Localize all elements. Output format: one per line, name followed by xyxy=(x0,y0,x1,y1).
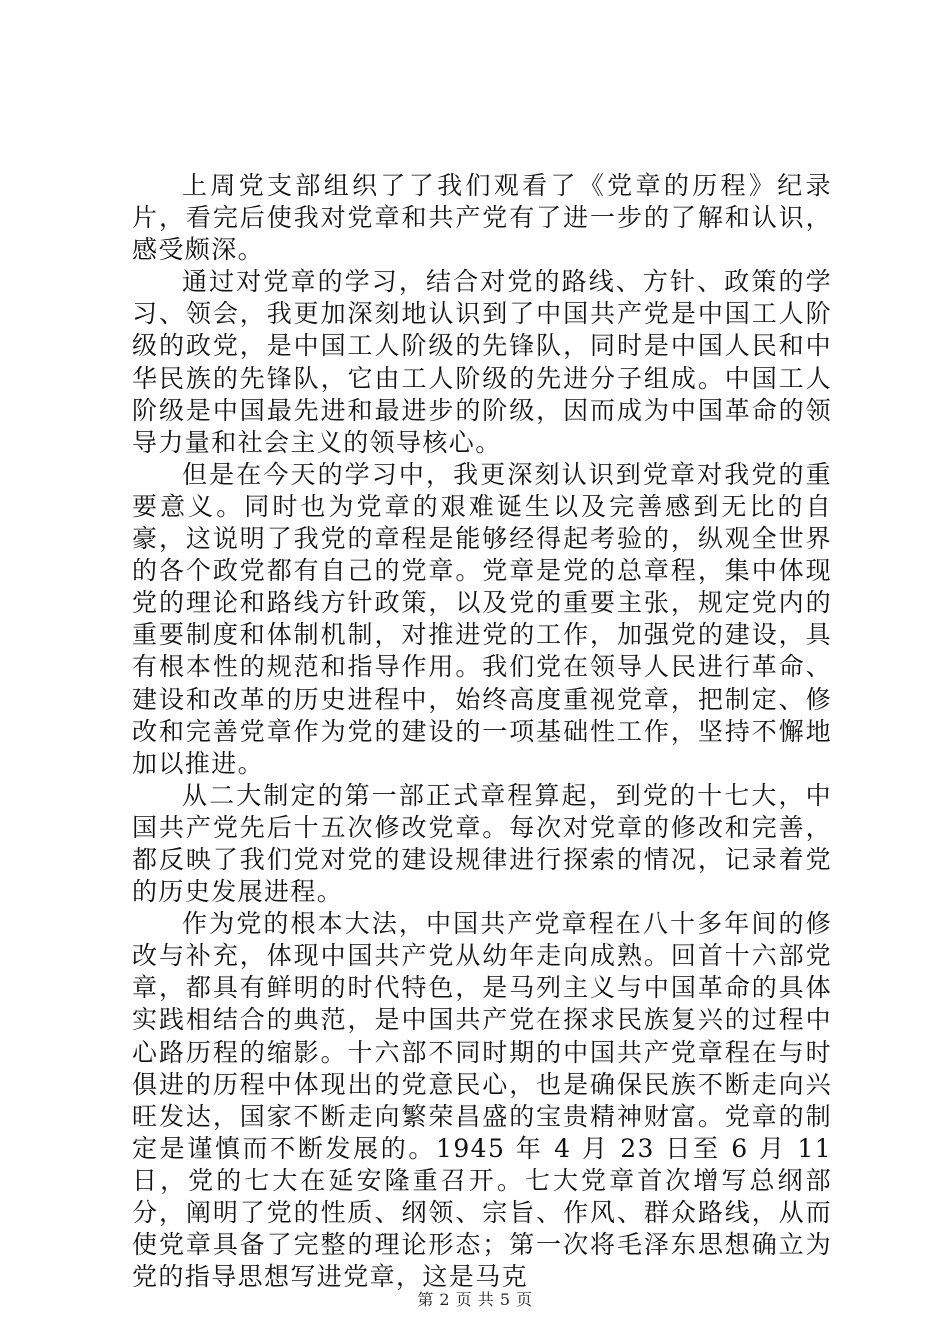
paragraph-3: 但是在今天的学习中，我更深刻认识到党章对我党的重要意义。同时也为党章的艰难诞生以及完善感到无比的自豪，这说明了我党的章程是能够经得起考验的，纵观全世界的各个政党都有自己的党章。党章是党的总章程，集中体现党的理论和路线方针政策，以及党的重要主张，规定党内的重要制度和体制机制，对推进党的工作，加强党的建设，具有根本性的规范和指导作用。我们党在领导人民进行革命、建设和改革的历史进程中，始终高度重视党章，把制定、修改和完善党章作为党的建设的一项基础性工作，坚持不懈地加以推进。 xyxy=(132,459,832,778)
paragraph-1: 上周党支部组织了了我们观看了《党章的历程》纪录片，看完后使我对党章和共产党有了进一步的了解和认识，感受颇深。 xyxy=(132,171,832,265)
paragraph-4: 从二大制定的第一部正式章程算起，到党的十七大，中国共产党先后十五次修改党章。每次对党章的修改和完善，都反映了我们党对党的建设规律进行探索的情况，记录着党的历史发展进程。 xyxy=(132,780,832,907)
paragraph-5: 作为党的根本大法，中国共产党章程在八十多年间的修改与补充，体现中国共产党从幼年走向成熟。回首十六部党章，都具有鲜明的时代特色，是马列主义与中国革命的具体实践相结合的典范，是中国共产党在探求民族复兴的过程中心路历程的缩影。十六部不同时期的中国共产党章程在与时俱进的历程中体现出的党意民心，也是确保民族不断走向兴旺发达，国家不断走向繁荣昌盛的宝贵精神财富。党章的制定是谨慎而不断发展的。1945 年 4 月 23 日至 6 月 11 日，党的七大在延安隆重召开。七大党章首次增写总纲部分，阐明了党的性质、纲领、宗旨、作风、群众路线，从而使党章具备了完整的理论形态；第一次将毛泽东思想确立为党的指导思想写进党章，这是马克 xyxy=(132,909,832,1292)
document-body xyxy=(132,170,832,1293)
page-footer xyxy=(0,1290,950,1310)
page-number-label: 第 2 页 共 5 页 xyxy=(417,1290,533,1309)
paragraph-2: 通过对党章的学习，结合对党的路线、方针、政策的学习、领会，我更加深刻地认识到了中国共产党是中国工人阶级的政党，是中国工人阶级的先锋队，同时是中国人民和中华民族的先锋队，它由工人阶级的先进分子组成。中国工人阶级是中国最先进和最进步的阶级，因而成为中国革命的领导力量和社会主义的领导核心。 xyxy=(132,267,832,457)
